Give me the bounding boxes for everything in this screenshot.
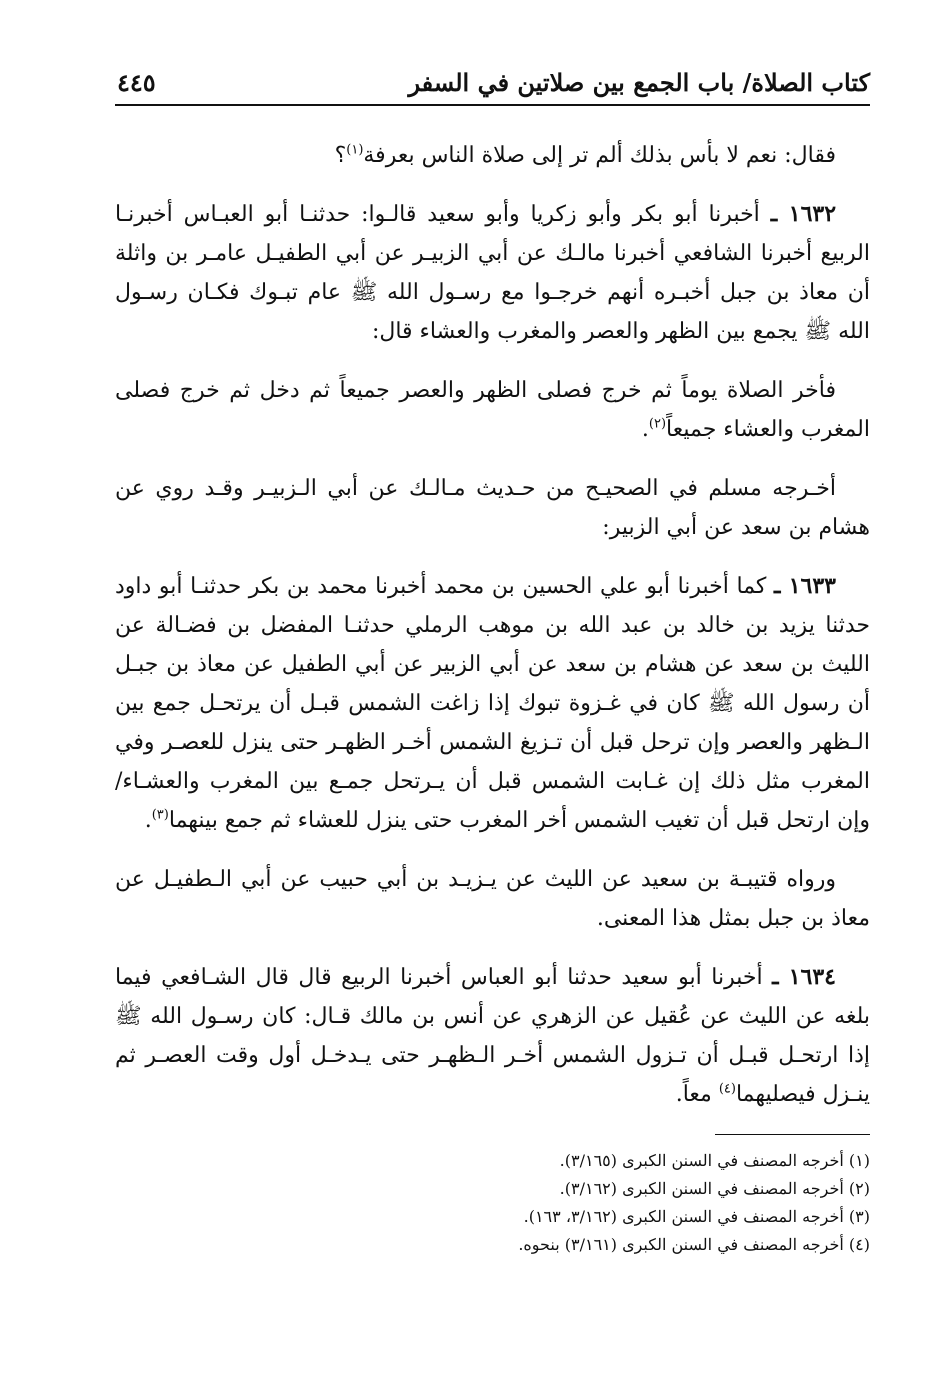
paragraph-text: أخبرنا أبو بكر وأبو زكريا وأبو سعيد قالـوا: حدثنـا أبو العبـاس أخبرنـا الربيع أخبرنا الشافعي أخبرنا مالـك عن أبي الزبيـر عن أبي الطفيـل عامـر بن واثلة أن معاذ بن جبل أخبـره أنهم خرجـوا مع رسـول الله ﷺ عام تبـوك فكـان رسـول الله ﷺ يجمع بين الظهر والعصر والمغرب والعشاء قال: (115, 202, 870, 344)
main-text (115, 136, 870, 1114)
running-header (115, 60, 870, 106)
footnote-divider (715, 1134, 870, 1135)
footnote-text: أخرجه المصنف في السنن الكبرى (٣/١٦١) بنحوه. (518, 1235, 844, 1254)
paragraph-text: ورواه قتيبـة بن سعيد عن الليث عن يـزيـد بن أبي حبيب عن أبي الـطفيـل عن معاذ بن جبل بمثل هذا المعنى. (115, 867, 870, 931)
paragraph-text: فأخر الصلاة يوماً ثم خرج فصلى الظهر والعصر جميعاً ثم دخل ثم خرج فصلى المغرب والعشاء جميعاً (115, 378, 870, 442)
footnote-text: أخرجه المصنف في السنن الكبرى (٣/١٦٥). (559, 1151, 844, 1170)
paragraph-tail: . (144, 808, 152, 833)
paragraph (115, 136, 870, 175)
hadith-number: ١٦٣٢ ـ (770, 201, 837, 227)
footnote-ref: (٤) (718, 1081, 736, 1097)
hadith-number: ١٦٣٤ ـ (772, 964, 836, 990)
footnote-ref: (١) (346, 142, 364, 158)
footnote (115, 1175, 870, 1203)
footnote-text: أخرجه المصنف في السنن الكبرى (٣/١٦٢). (559, 1179, 844, 1198)
paragraph (115, 371, 870, 449)
paragraph-tail: . (641, 417, 649, 442)
paragraph-text: فقال: نعم لا بأس بذلك ألم تر إلى صلاة الناس بعرفة (363, 143, 836, 168)
paragraph-tail: ؟ (334, 143, 347, 168)
paragraph-text: كما أخبرنا أبو علي الحسين بن محمد أخبرنا محمد بن بكر حدثنـا أبو داود حدثنا يزيد بن خالد بن عبد الله بن موهب الرملي حدثنـا المفضل بن فضـالة عن الليث بن سعد عن هشام بن سعد عن أبي الزبير عن أبي الطفيل عن معاذ بن جبـل أن رسول الله ﷺ كان في غـزوة تبوك إذا زاغت الشمس قبـل أن يرتحـل جمع بين الـظهر والعصر وإن ترحل قبل أن تـزيغ الشمس أخـر الظهـر حتى ينزل للعصـر وفي المغرب مثل ذلك إن غـابت الشمس قبل أن يـرتحل جمـع بين المغرب والعشـاء/ وإن ارتحل قبل أن تغيب الشمس أخر المغرب حتى ينزل للعشاء ثم جمع بينهما (115, 574, 870, 833)
paragraph (115, 860, 870, 938)
footnote-text: أخرجه المصنف في السنن الكبرى (٣/١٦٢، ١٦٣). (523, 1207, 844, 1226)
hadith-paragraph (115, 958, 870, 1114)
footnotes (115, 1147, 870, 1259)
book-page (115, 60, 870, 1259)
footnote-ref: (٢) (648, 416, 667, 432)
footnote-label: (٣) (848, 1207, 870, 1226)
footnote (115, 1147, 870, 1175)
hadith-paragraph (115, 195, 870, 351)
page-number: ٤٤٥ (117, 68, 156, 97)
footnote (115, 1231, 870, 1259)
chapter-title: كتاب الصلاة/ باب الجمع بين صلاتين في السفر (408, 68, 870, 97)
hadith-paragraph (115, 567, 870, 840)
footnote-label: (١) (848, 1151, 870, 1170)
paragraph-text: أخـرجه مسلم في الصحيـح من حـديث مـالـك عن أبي الـزبيـر وقـد روي عن هشام بن سعد عن أبي الزبير: (115, 476, 870, 540)
footnote-label: (٤) (848, 1235, 870, 1254)
paragraph-text: أخبرنا أبو سعيد حدثنا أبو العباس أخبرنا الربيع قال قال الشـافعي فيما بلغه عن الليث عن عُقيل عن الزهري عن أنس بن مالك قـال: كان رسـول الله ﷺ إذا ارتحـل قبـل أن تـزول الشمس أخـر الـظهـر حتى يـدخـل أول وقت العصـر ثم ينـزل فيصليهما (115, 965, 870, 1107)
hadith-number: ١٦٣٣ ـ (774, 573, 836, 599)
footnote (115, 1203, 870, 1231)
footnote-label: (٢) (848, 1179, 870, 1198)
footnote-ref: (٣) (151, 807, 169, 823)
paragraph-tail: معاً. (675, 1082, 719, 1107)
paragraph (115, 469, 870, 547)
